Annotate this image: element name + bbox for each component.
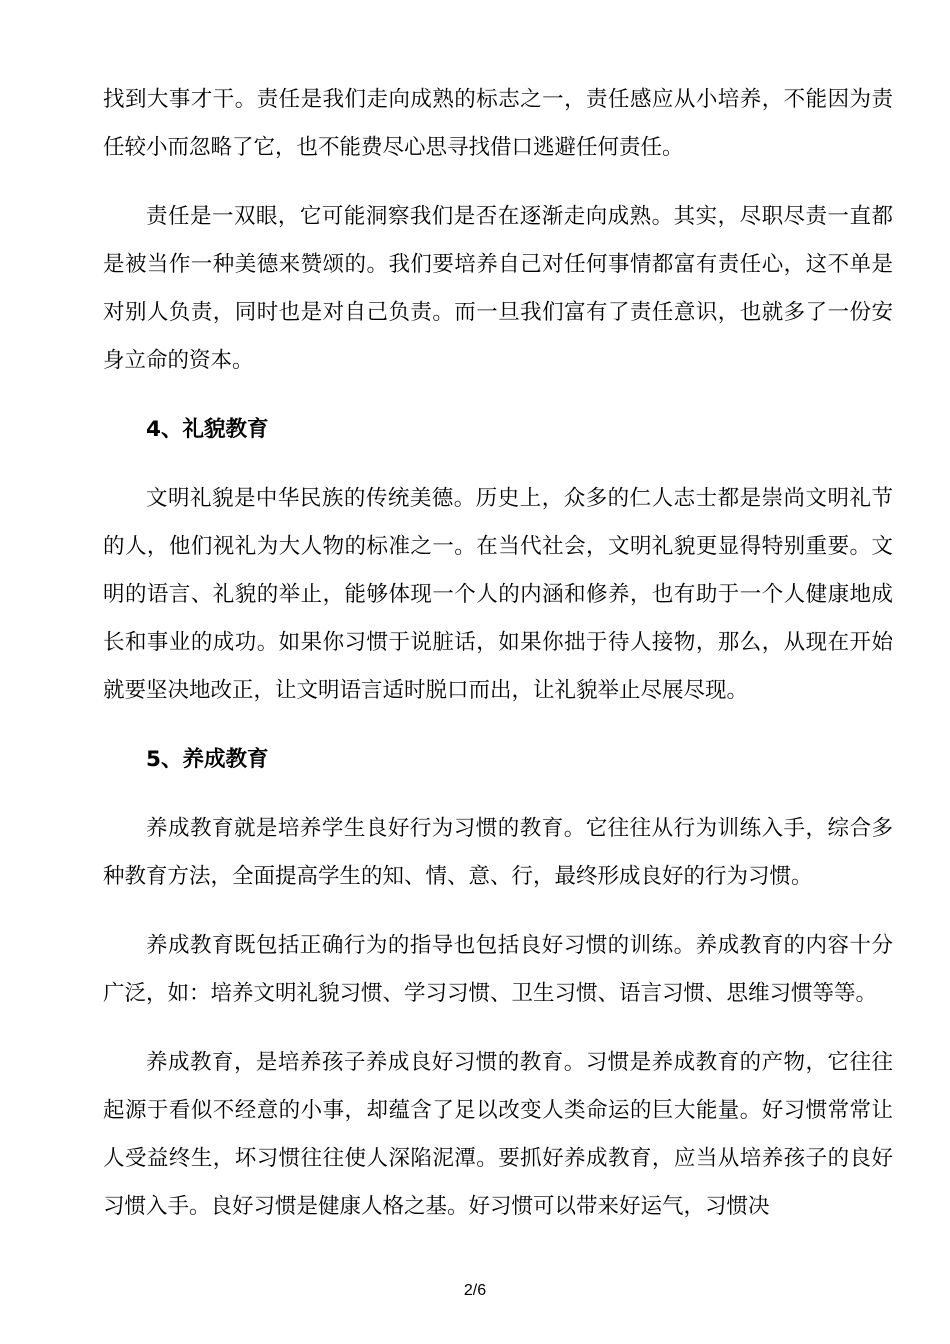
paragraph-habit-scope: 养成教育既包括正确行为的指导也包括良好习惯的训练。养成教育的内容十分广泛，如：培养文明礼貌习惯、学习习惯、卫生习惯、语言习惯、思维习惯等等。 xyxy=(103,933,893,1006)
page-number: 2/6 xyxy=(463,1282,487,1299)
section-heading-courtesy-education: 4、礼貌教育 xyxy=(146,417,269,442)
paragraph-habit-definition: 养成教育就是培养学生良好行为习惯的教育。它往往从行为训练入手，综合多种教育方法，全面提高学生的知、情、意、行，最终形成良好的行为习惯。 xyxy=(103,816,893,889)
paragraph-responsibility-eye: 责任是一双眼，它可能洞察我们是否在逐渐走向成熟。其实，尽职尽责一直都是被当作一种美德来赞颂的。我们要培养自己对任何事情都富有责任心，这不单是对别人负责，同时也是对自己负责。而一旦我们富有了责任意识，也就多了一份安身立命的资本。 xyxy=(103,204,893,373)
paragraph-courtesy: 文明礼貌是中华民族的传统美德。历史上，众多的仁人志士都是崇尚文明礼节的人，他们视礼为大人物的标准之一。在当代社会，文明礼貌更显得特别重要。文明的语言、礼貌的举止，能够体现一个人的内涵和修养，也有助于一个人健康地成长和事业的成功。如果你习惯于说脏话，如果你拙于待人接物，那么，从现在开始就要坚决地改正，让文明语言适时脱口而出，让礼貌举止尽展尽现。 xyxy=(103,486,893,703)
section-heading-habit-education: 5、养成教育 xyxy=(146,747,269,772)
document-page xyxy=(103,76,893,1252)
paragraph-responsibility-continued: 找到大事才干。责任是我们走向成熟的标志之一，责任感应从小培养，不能因为责任较小而忽略了它，也不能费尽心思寻找借口逃避任何责任。 xyxy=(103,87,893,160)
paragraph-habit-importance: 养成教育，是培养孩子养成良好习惯的教育。习惯是养成教育的产物，它往往起源于看似不经意的小事，却蕴含了足以改变人类命运的巨大能量。好习惯常常让人受益终生，坏习惯往往使人深陷泥潭。要抓好养成教育，应当从培养孩子的良好习惯入手。良好习惯是健康人格之基。好习惯可以带来好运气，习惯决 xyxy=(103,1050,893,1219)
